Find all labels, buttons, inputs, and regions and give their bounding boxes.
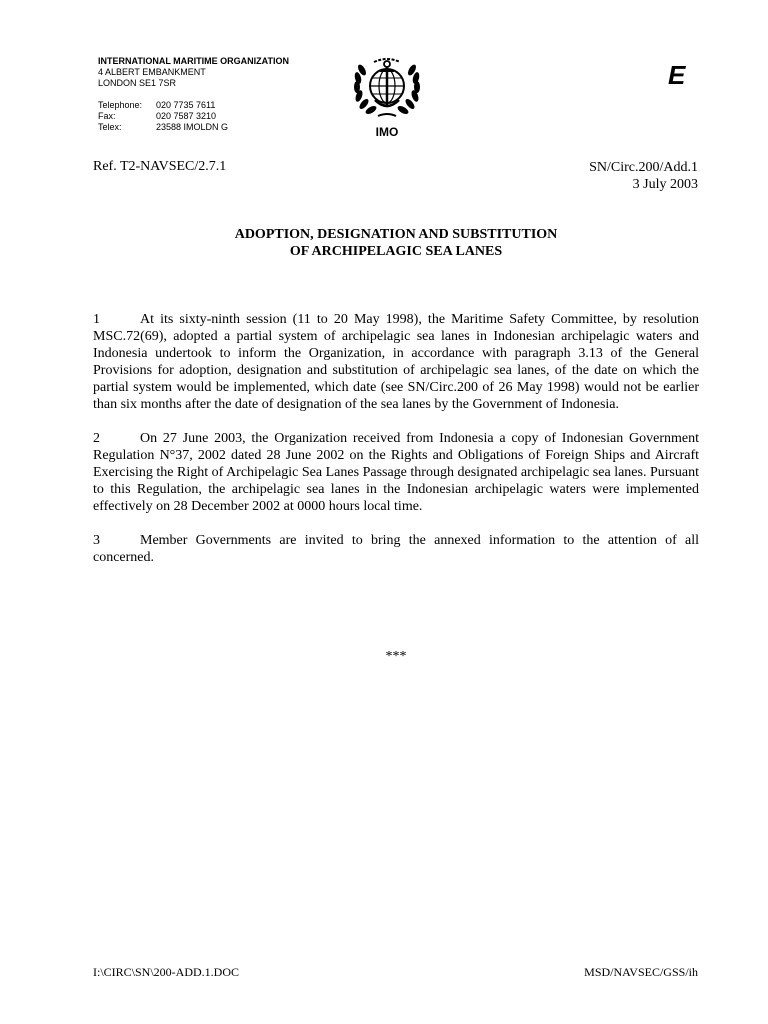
contact-label: Telex: — [98, 122, 122, 132]
paragraph-number: 1 — [93, 312, 100, 327]
contact-label: Telephone: — [98, 100, 143, 110]
contact-value: 23588 IMOLDN G — [156, 122, 229, 132]
contact-value: 020 7587 3210 — [156, 111, 217, 121]
org-address-block — [98, 56, 289, 133]
address-line-1: 4 ALBERT EMBANKMENT — [98, 67, 206, 77]
paragraph — [93, 430, 699, 515]
document-title — [93, 226, 699, 260]
title-line-1: ADOPTION, DESIGNATION AND SUBSTITUTION — [234, 227, 558, 242]
org-name: INTERNATIONAL MARITIME ORGANIZATION — [98, 56, 289, 66]
section-separator: *** — [385, 649, 407, 664]
document-date: 3 July 2003 — [632, 177, 698, 192]
contact-row-telex — [98, 122, 228, 133]
paragraph-text: On 27 June 2003, the Organization received from Indonesia a copy of Indonesian Government Regulation N°37, 2002 dated 28 June 2002 on the Rights and Obligations of Foreign Ships and Aircraft Exercising the Right of Archipelagic Sea Lanes Passage through designated archipelagic sea lanes. Pursuant to this Regulation, the archipelagic sea lanes in the Indonesian archipelagic waters were implemented effectively on 28 December 2002 at 0000 hours local time. — [93, 431, 699, 514]
paragraph-text: At its sixty-ninth session (11 to 20 May 1998), the Maritime Safety Committee, by resolution MSC.72(69), adopted a partial system of archipelagic sea lanes in Indonesian archipelagic waters and Indonesia undertook to inform the Organization, in accordance with paragraph 3.13 of the General Provisions for adoption, designation and substitution of archipelagic sea lanes, of the date on which the partial system would be implemented, which date (see SN/Circ.200 of 26 May 1998) would not be earlier than six months after the date of designation of the sea lanes by the Government of Indonesia. — [93, 312, 699, 412]
paragraph-number: 3 — [93, 533, 100, 548]
logo-label: IMO — [375, 125, 399, 139]
title-line-2: OF ARCHIPELAGIC SEA LANES — [289, 244, 503, 259]
paragraph — [93, 311, 699, 413]
footer-file-path: I:\CIRC\SN\200-ADD.1.DOC — [93, 965, 240, 979]
contact-table — [98, 100, 228, 133]
paragraph — [93, 532, 699, 566]
paragraph-number: 2 — [93, 431, 100, 446]
paragraph-text: Member Governments are invited to bring the annexed information to the attention of all concerned. — [93, 533, 699, 565]
language-letter: E — [668, 60, 686, 90]
document-symbol-block — [589, 159, 698, 193]
imo-emblem-icon — [348, 56, 426, 120]
address-line-2: LONDON SE1 7SR — [98, 78, 177, 88]
reference-number: Ref. T2-NAVSEC/2.7.1 — [93, 159, 227, 174]
contact-label: Fax: — [98, 111, 116, 121]
contact-value: 020 7735 7611 — [156, 100, 216, 110]
contact-row-fax — [98, 111, 228, 122]
contact-row-telephone — [98, 100, 228, 111]
footer-initials: MSD/NAVSEC/GSS/ih — [584, 965, 698, 979]
document-symbol: SN/Circ.200/Add.1 — [589, 160, 698, 175]
document-body — [93, 311, 699, 583]
